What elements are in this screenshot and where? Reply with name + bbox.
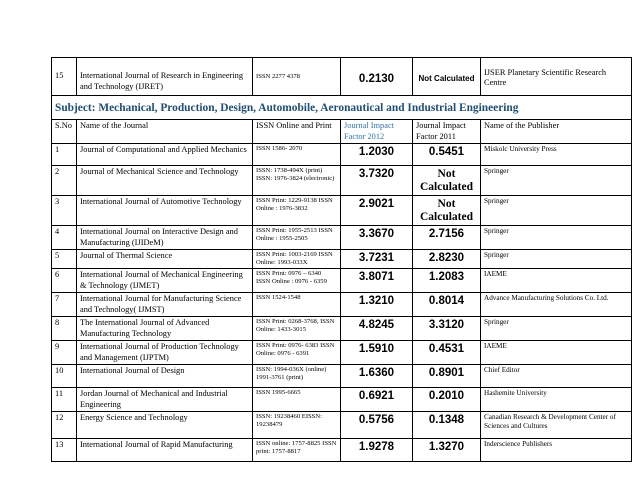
impact-factor-2012: 1.5910	[341, 341, 413, 365]
publisher-name: IAEME	[481, 341, 632, 365]
subject-heading: Subject: Mechanical, Production, Design, Automobile, Aeronautical and Industrial Engineering	[52, 96, 632, 120]
impact-factor-2012: 3.8071	[341, 269, 413, 293]
impact-factor-2011: 3.3120	[413, 317, 481, 341]
journal-name: International Journal of Design	[77, 365, 253, 388]
table-row	[52, 412, 632, 439]
issn-value: ISSN Print: 0976 – 6340 ISSN Online : 0976 - 6359	[253, 269, 341, 293]
issn-value: ISSN Print: 0268-3768, ISSN Online: 1433-3015	[253, 317, 341, 341]
publisher-name: Springer	[481, 196, 632, 226]
issn-value: ISSN online: 1757-8825 ISSN print: 1757-8817	[253, 439, 341, 462]
header-issn: ISSN Online and Print	[253, 120, 341, 144]
publisher-name: Hashemite University	[481, 388, 632, 412]
table-row	[52, 58, 632, 96]
table-row	[52, 196, 632, 226]
subject-row	[52, 96, 632, 120]
impact-factor-2011: Not Calculated	[413, 58, 481, 96]
issn-value: ISSN Print: 0976- 6383 ISSN Online: 0976 - 6391	[253, 341, 341, 365]
impact-factor-2011: 0.5451	[413, 144, 481, 166]
impact-factor-2012: 3.7231	[341, 250, 413, 269]
impact-factor-2012: 2.9021	[341, 196, 413, 226]
journal-name: International Journal of Research in Engineering and Technology (IJRET)	[77, 58, 253, 96]
journal-name: The International Journal of Advanced Manufacturing Technology	[77, 317, 253, 341]
impact-factor-2011: Not Calculated	[413, 166, 481, 196]
serial-number: 6	[52, 269, 77, 293]
table-row	[52, 365, 632, 388]
journal-name: Journal of Thermal Science	[77, 250, 253, 269]
serial-number: 15	[52, 58, 77, 96]
issn-value: ISSN: 1994-036X (online) 1991-3761 (print)	[253, 365, 341, 388]
serial-number: 1	[52, 144, 77, 166]
publisher-name: Springer	[481, 166, 632, 196]
issn-value: ISSN Print: 1003-2169 ISSN Online: 1993-033X	[253, 250, 341, 269]
journal-name: International Journal for Manufacturing Science and Technology( IJMST)	[77, 293, 253, 317]
journal-name: International Journal of Mechanical Engineering & Technology (IJMET)	[77, 269, 253, 293]
impact-factor-2011: 2.8230	[413, 250, 481, 269]
journal-name: International Journal on Interactive Design and Manufacturing (IJIDeM)	[77, 226, 253, 250]
journal-name: International Journal of Production Technology and Management (IJPTM)	[77, 341, 253, 365]
issn-value: ISSN Print: 1955-2513 ISSN Online : 1955-2505	[253, 226, 341, 250]
serial-number: 11	[52, 388, 77, 412]
serial-number: 8	[52, 317, 77, 341]
impact-factor-2012: 1.6360	[341, 365, 413, 388]
publisher-name: Chief Editor	[481, 365, 632, 388]
journal-impact-document	[51, 57, 631, 462]
serial-number: 7	[52, 293, 77, 317]
publisher-name: Canadian Research & Development Center of Sciences and Cultures	[481, 412, 632, 439]
impact-factor-2011: 0.4531	[413, 341, 481, 365]
serial-number: 10	[52, 365, 77, 388]
table-row	[52, 166, 632, 196]
impact-factor-2011: Not Calculated	[413, 196, 481, 226]
issn-value: ISSN: 19238460 EISSN: 19238479	[253, 412, 341, 439]
impact-factor-2012: 1.9278	[341, 439, 413, 462]
publisher-name: Springer	[481, 226, 632, 250]
journal-name: Energy Science and Technology	[77, 412, 253, 439]
header-impact-2011: Journal Impact Factor 2011	[413, 120, 481, 144]
table-row	[52, 144, 632, 166]
header-sno: S.No	[52, 120, 77, 144]
journal-name: Jordan Journal of Mechanical and Industrial Engineering	[77, 388, 253, 412]
header-journal: Name of the Journal	[77, 120, 253, 144]
impact-factor-2012: 4.8245	[341, 317, 413, 341]
impact-factor-2012: 3.7320	[341, 166, 413, 196]
table-row	[52, 439, 632, 462]
header-publisher: Name of the Publisher	[481, 120, 632, 144]
table-row	[52, 269, 632, 293]
issn-value: ISSN: 1738-494X (print) ISSN: 1976-3824 (electronic)	[253, 166, 341, 196]
table-row	[52, 226, 632, 250]
serial-number: 2	[52, 166, 77, 196]
table-row	[52, 388, 632, 412]
header-row	[52, 120, 632, 144]
impact-factor-2011: 0.8014	[413, 293, 481, 317]
table-row	[52, 293, 632, 317]
serial-number: 12	[52, 412, 77, 439]
impact-factor-2012: 0.5756	[341, 412, 413, 439]
issn-value: ISSN Print: 1229-9138 ISSN Online : 1976-3832	[253, 196, 341, 226]
impact-factor-2012: 1.2030	[341, 144, 413, 166]
publisher-name: IAEME	[481, 269, 632, 293]
journal-table	[51, 57, 632, 462]
serial-number: 13	[52, 439, 77, 462]
publisher-name: IJSER Planetary Scientific Research Centre	[481, 58, 632, 96]
impact-factor-2011: 0.8901	[413, 365, 481, 388]
serial-number: 4	[52, 226, 77, 250]
journal-name: Journal of Computational and Applied Mechanics	[77, 144, 253, 166]
issn-value: ISSN 1524-1548	[253, 293, 341, 317]
impact-factor-2011: 1.2083	[413, 269, 481, 293]
journal-name: International Journal of Rapid Manufacturing	[77, 439, 253, 462]
issn-value: ISSN 1995-6665	[253, 388, 341, 412]
publisher-name: Springer	[481, 317, 632, 341]
impact-factor-2012: 0.6921	[341, 388, 413, 412]
impact-factor-2011: 0.2010	[413, 388, 481, 412]
table-row	[52, 317, 632, 341]
header-impact-2012: Journal Impact Factor 2012	[341, 120, 413, 144]
journal-name: International Journal of Automotive Technology	[77, 196, 253, 226]
impact-factor-2011: 2.7156	[413, 226, 481, 250]
impact-factor-2012: 0.2130	[341, 58, 413, 96]
impact-factor-2012: 3.3670	[341, 226, 413, 250]
issn-value: ISSN 2277 4378	[253, 58, 341, 96]
impact-factor-2011: 1.3270	[413, 439, 481, 462]
serial-number: 9	[52, 341, 77, 365]
impact-factor-2011: 0.1348	[413, 412, 481, 439]
table-row	[52, 250, 632, 269]
publisher-name: Advance Manufacturing Solutions Co. Ltd.	[481, 293, 632, 317]
publisher-name: Inderscience Publishers	[481, 439, 632, 462]
journal-name: Journal of Mechanical Science and Technology	[77, 166, 253, 196]
publisher-name: Miskolc University Press	[481, 144, 632, 166]
table-row	[52, 341, 632, 365]
issn-value: ISSN 1586- 2070	[253, 144, 341, 166]
impact-factor-2012: 1.3210	[341, 293, 413, 317]
serial-number: 3	[52, 196, 77, 226]
serial-number: 5	[52, 250, 77, 269]
publisher-name: Springer	[481, 250, 632, 269]
